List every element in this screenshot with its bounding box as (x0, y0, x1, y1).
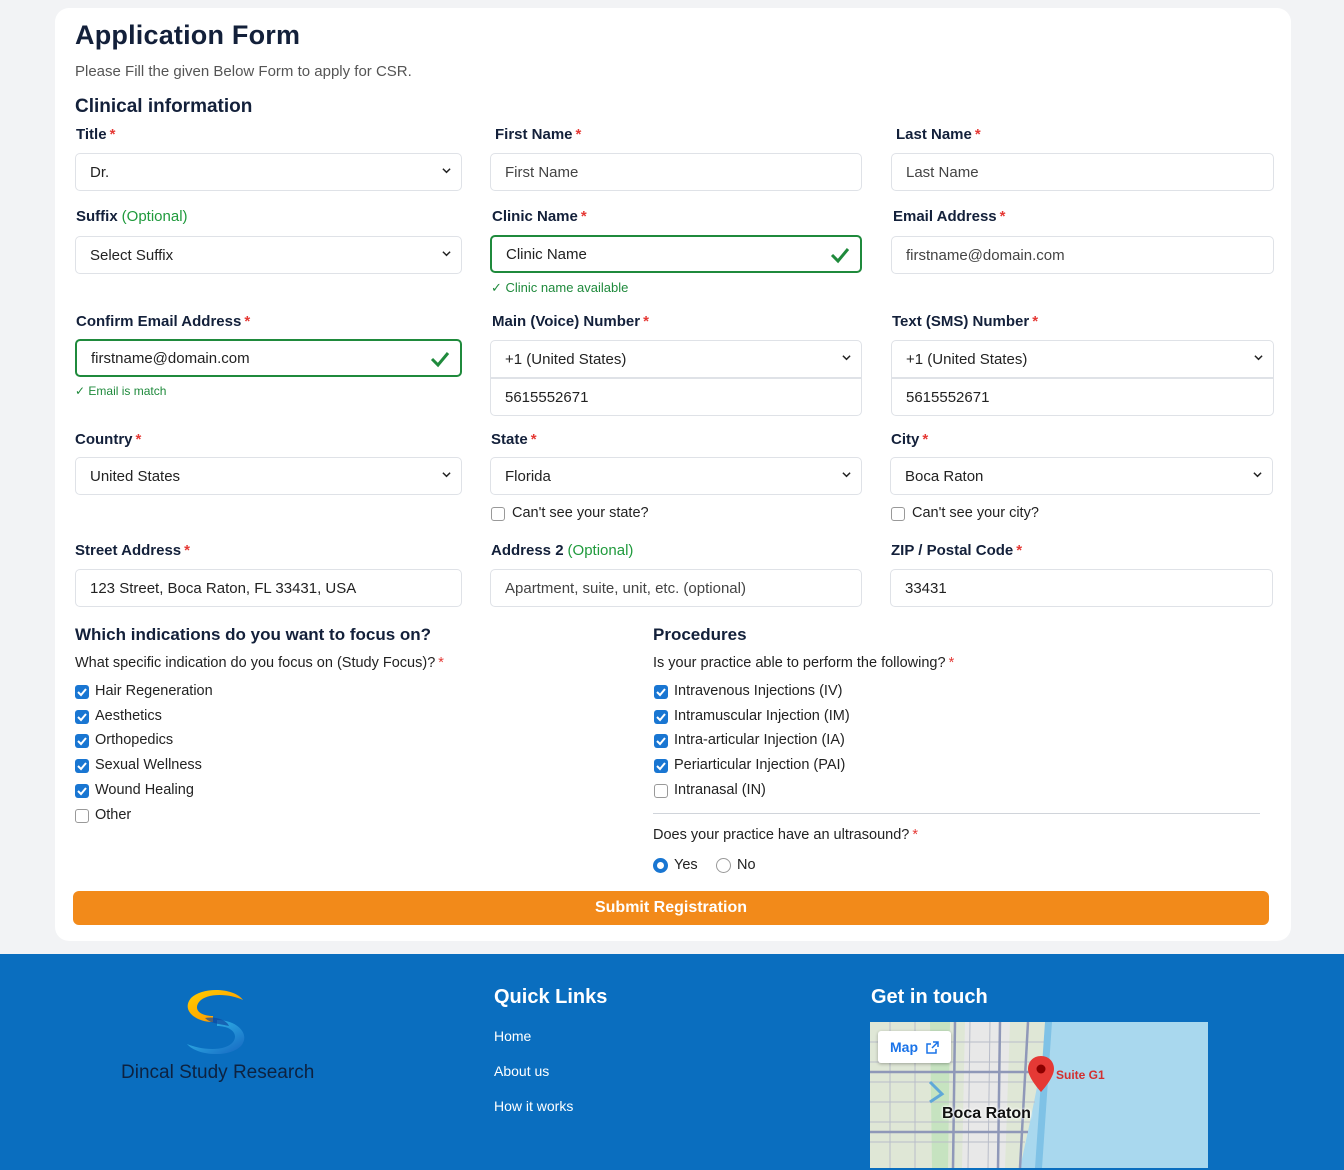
chevron-down-icon (842, 470, 851, 479)
external-link-icon (926, 1041, 939, 1054)
title-select-value: Dr. (90, 163, 110, 181)
street-label: Street Address * (75, 542, 190, 559)
indication-checkbox[interactable] (75, 809, 89, 823)
city-label: City * (891, 431, 929, 448)
procedure-label: Intravenous Injections (IV) (674, 683, 843, 699)
footer-link-about[interactable]: About us (494, 1063, 550, 1079)
check-icon (430, 349, 450, 369)
last-name-input[interactable]: Last Name (891, 153, 1274, 191)
last-name-label: Last Name * (896, 126, 981, 143)
quick-links-title: Quick Links (494, 986, 608, 1008)
address2-input[interactable]: Apartment, suite, unit, etc. (optional) (490, 569, 862, 607)
indication-checkbox[interactable] (75, 710, 89, 724)
map-pin-label: Suite G1 (1056, 1068, 1105, 1082)
page-title: Application Form (75, 20, 301, 50)
sms-country-select[interactable]: +1 (United States) (891, 340, 1274, 378)
check-icon (654, 710, 668, 724)
chevron-down-icon (1253, 470, 1262, 479)
chevron-down-icon (442, 470, 451, 479)
check-icon (654, 759, 668, 773)
map-open-button[interactable]: Map (878, 1031, 951, 1063)
indication-label: Wound Healing (95, 781, 194, 798)
clinic-name-hint: ✓ Clinic name available (491, 280, 629, 295)
indications-title: Which indications do you want to focus on? (75, 625, 432, 644)
chevron-down-icon (842, 353, 851, 362)
check-icon (654, 734, 668, 748)
application-form-card (55, 8, 1291, 941)
ultrasound-no-label: No (737, 857, 756, 873)
footer-link-home[interactable]: Home (494, 1028, 532, 1044)
zip-label: ZIP / Postal Code * (891, 542, 1023, 559)
city-missing-checkbox[interactable] (891, 507, 905, 521)
procedures-question: Is your practice able to perform the following? * (653, 655, 955, 671)
page-subtitle: Please Fill the given Below Form to apply for CSR. (75, 63, 412, 80)
check-icon (75, 759, 89, 773)
procedure-checkbox[interactable] (654, 784, 668, 798)
indication-label: Hair Regeneration (95, 683, 213, 699)
country-select[interactable]: United States (75, 457, 462, 495)
section-title: Clinical information (75, 96, 253, 117)
indication-label: Other (95, 806, 132, 823)
first-name-input[interactable]: First Name (490, 153, 862, 191)
address2-label: Address 2 (Optional) (491, 542, 634, 559)
sms-number-label: Text (SMS) Number * (892, 313, 1039, 330)
first-name-label: First Name * (495, 126, 582, 143)
title-select[interactable] (75, 153, 462, 191)
check-icon (830, 245, 850, 265)
indication-label: Orthopedics (95, 732, 174, 749)
indication-checkbox[interactable] (75, 784, 89, 798)
footer-link-how-it-works[interactable]: How it works (494, 1098, 574, 1114)
procedure-checkbox[interactable] (654, 759, 668, 773)
city-select[interactable]: Boca Raton (890, 457, 1273, 495)
check-icon (654, 685, 668, 699)
footer (0, 954, 1344, 1170)
procedure-checkbox[interactable] (654, 734, 668, 748)
email-input[interactable]: firstname@domain.com (891, 236, 1274, 274)
email-label: Email Address * (893, 208, 1006, 225)
clinic-name-input[interactable]: Clinic Name (490, 235, 862, 273)
indications-question: What specific indication do you focus on (Study Focus)? * (75, 655, 444, 671)
indication-checkbox[interactable] (75, 685, 89, 699)
indication-label: Aesthetics (95, 707, 162, 724)
map-pin-icon (1028, 1056, 1054, 1092)
voice-country-select[interactable]: +1 (United States) (490, 340, 862, 378)
brand-logo-icon (183, 986, 249, 1058)
ultrasound-question: Does your practice have an ultrasound? * (653, 827, 918, 843)
chevron-down-icon (1254, 353, 1263, 362)
chevron-down-icon (442, 166, 451, 175)
state-missing-label: Can't see your state? (512, 505, 649, 521)
procedures-title: Procedures (653, 625, 747, 644)
divider (653, 813, 1260, 814)
city-missing-label: Can't see your city? (912, 505, 1039, 521)
check-icon (75, 710, 89, 724)
ultrasound-no-radio[interactable] (716, 858, 731, 873)
procedure-checkbox[interactable] (654, 685, 668, 699)
confirm-email-input[interactable]: firstname@domain.com (75, 339, 462, 377)
suffix-label: Suffix (Optional) (76, 208, 188, 225)
procedure-checkbox[interactable] (654, 710, 668, 724)
procedure-label: Intra-articular Injection (IA) (674, 732, 845, 749)
brand-name: Dincal Study Research (121, 1062, 315, 1083)
clinic-name-label: Clinic Name * (492, 208, 587, 225)
indication-checkbox[interactable] (75, 734, 89, 748)
chevron-down-icon (442, 249, 451, 258)
state-missing-checkbox[interactable] (491, 507, 505, 521)
street-input[interactable]: 123 Street, Boca Raton, FL 33431, USA (75, 569, 462, 607)
check-icon (75, 734, 89, 748)
suffix-select[interactable]: Select Suffix (75, 236, 462, 274)
state-select[interactable]: Florida (490, 457, 862, 495)
zip-input[interactable]: 33431 (890, 569, 1273, 607)
country-label: Country * (75, 431, 142, 448)
ultrasound-yes-radio[interactable] (653, 858, 668, 873)
contact-title: Get in touch (871, 986, 988, 1008)
state-label: State * (491, 431, 537, 448)
map-embed[interactable] (870, 1022, 1208, 1168)
title-label: Title * (76, 126, 116, 143)
check-icon (75, 685, 89, 699)
procedure-label: Periarticular Injection (PAI) (674, 757, 846, 774)
procedure-label: Intranasal (IN) (674, 781, 766, 798)
confirm-email-label: Confirm Email Address * (76, 313, 251, 330)
indication-checkbox[interactable] (75, 759, 89, 773)
check-icon (75, 784, 89, 798)
ultrasound-yes-label: Yes (674, 857, 698, 873)
indication-label: Sexual Wellness (95, 757, 202, 774)
procedure-label: Intramuscular Injection (IM) (674, 707, 850, 724)
submit-registration-button[interactable]: Submit Registration (73, 891, 1269, 925)
confirm-email-hint: ✓ Email is match (75, 384, 167, 398)
sms-number-input[interactable]: 5615552671 (891, 378, 1274, 416)
map-city-label: Boca Raton (942, 1105, 1031, 1122)
voice-number-label: Main (Voice) Number * (492, 313, 649, 330)
voice-number-input[interactable]: 5615552671 (490, 378, 862, 416)
